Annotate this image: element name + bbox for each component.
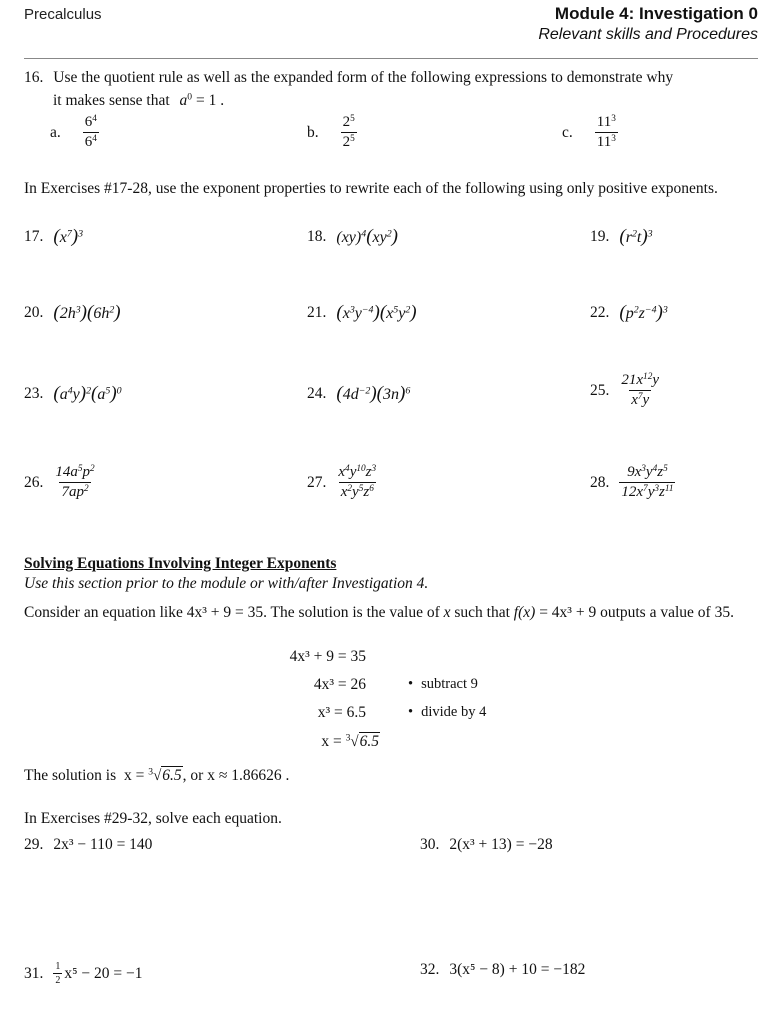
consider-part1: Consider an equation like 4x³ + 9 = 35. The solution is the value of bbox=[24, 604, 440, 621]
course-name: Precalculus bbox=[24, 6, 102, 23]
exercise-30 bbox=[420, 836, 553, 854]
ex31-fraction: $\frac{1}{2}$ bbox=[55, 961, 61, 986]
ex26-label: 26. bbox=[24, 473, 44, 491]
exercises-17-28-intro: In Exercises #17-28, use the exponent properties to rewrite each of the following using only positive exponents. bbox=[24, 180, 718, 197]
ex30-label: 30. bbox=[420, 836, 440, 853]
ex21-expr: $(x^3y^{-4})(x^5y^2)$ bbox=[336, 302, 417, 323]
ex32-expr: 3(x⁵ − 8) + 10 = −182 bbox=[449, 961, 586, 978]
consider-x: x bbox=[443, 604, 451, 621]
exercise-28 bbox=[590, 464, 675, 501]
ex23-expr: $(a^4y)^2(a^5)^0$ bbox=[53, 383, 122, 404]
part-a-label: a. bbox=[50, 123, 61, 141]
ex24-label: 24. bbox=[307, 385, 327, 402]
solution-line bbox=[24, 765, 289, 787]
solution-radical-icon: √ bbox=[153, 768, 162, 784]
fraction-a: $\frac{6^4}{6^4}$ bbox=[84, 113, 97, 150]
ex18-expr: $(xy)^4(xy^2)$ bbox=[336, 226, 398, 247]
exercise-32 bbox=[420, 961, 585, 979]
exercise-21 bbox=[307, 302, 417, 324]
module-subtitle: Relevant skills and Procedures bbox=[538, 26, 758, 43]
radical-icon: √ bbox=[350, 734, 359, 750]
q16-formula-rest: = 1 . bbox=[192, 92, 225, 109]
ex25-fraction: $\frac{21x^{12}y}{x^7y}$ bbox=[621, 371, 660, 408]
ex29-label: 29. bbox=[24, 836, 44, 853]
step-2-eq: 4x³ = 26 bbox=[313, 676, 366, 693]
solution-part2: , or bbox=[182, 767, 204, 784]
ex30-expr: 2(x³ + 13) = −28 bbox=[449, 836, 553, 853]
exercise-26 bbox=[24, 464, 97, 501]
q16-formula-exp: 0 bbox=[187, 91, 193, 103]
ex20-label: 20. bbox=[24, 304, 44, 321]
section-title: Solving Equations Involving Integer Exponents bbox=[24, 555, 337, 572]
exercise-25 bbox=[590, 372, 661, 409]
module-title: Module 4: Investigation 0 bbox=[554, 4, 758, 23]
step-4-root-index: 3 bbox=[345, 732, 351, 744]
solution-part1: The solution is bbox=[24, 767, 117, 784]
exercise-19 bbox=[590, 226, 653, 248]
step-1-eq: 4x³ + 9 = 35 bbox=[289, 648, 366, 665]
step-4-root bbox=[180, 731, 380, 753]
exercise-17 bbox=[24, 226, 83, 248]
q16-text-line2: it makes sense that bbox=[53, 92, 170, 109]
q16-part-a bbox=[50, 114, 99, 151]
exercise-18 bbox=[307, 226, 398, 248]
exercise-20 bbox=[24, 302, 121, 324]
q16-number: 16. bbox=[24, 69, 44, 86]
ex29-expr: 2x³ − 110 = 140 bbox=[53, 836, 153, 853]
ex26-fraction: $\frac{14a^5p^2}{7ap^2}$ bbox=[55, 463, 95, 500]
exercise-23 bbox=[24, 383, 122, 405]
exercise-24 bbox=[307, 383, 410, 405]
ex17-expr: $(x^7)^3$ bbox=[53, 226, 84, 247]
ex21-label: 21. bbox=[307, 304, 327, 321]
ex27-label: 27. bbox=[307, 473, 327, 491]
step-3-eq: x³ = 6.5 bbox=[317, 704, 366, 721]
step-3-note: • divide by 4 bbox=[408, 702, 486, 723]
q16-part-b bbox=[307, 114, 357, 151]
solution-root-index: 3 bbox=[148, 766, 154, 778]
q16-line2 bbox=[53, 90, 224, 111]
step-2-note: • subtract 9 bbox=[408, 674, 478, 695]
ex23-label: 23. bbox=[24, 385, 44, 402]
exercise-31 bbox=[24, 961, 143, 986]
ex32-label: 32. bbox=[420, 961, 440, 978]
exercise-27 bbox=[307, 464, 378, 501]
fraction-c: $\frac{11^3}{11^3}$ bbox=[596, 113, 616, 150]
consider-f: f(x) bbox=[513, 604, 536, 621]
ex18-label: 18. bbox=[307, 228, 327, 245]
fraction-b: $\frac{2^5}{2^5}$ bbox=[342, 113, 355, 150]
ex31-expr: x⁵ − 20 = −1 bbox=[64, 964, 143, 982]
solution-radicand: 6.5 bbox=[162, 767, 182, 784]
exercise-29 bbox=[24, 836, 152, 854]
ex31-label: 31. bbox=[24, 964, 44, 982]
ex19-expr: $(r^2t)^3$ bbox=[619, 226, 653, 247]
solution-lhs: x = bbox=[124, 767, 149, 784]
q16-formula-base: a bbox=[179, 92, 188, 109]
ex24-expr: $(4d^{-2})(3n)^6$ bbox=[336, 383, 411, 404]
q16-part-c bbox=[562, 114, 618, 151]
exercise-22 bbox=[590, 302, 668, 324]
part-c-label: c. bbox=[562, 123, 573, 141]
ex20-expr: $(2h^3)(6h^2)$ bbox=[53, 302, 121, 323]
step-4-lhs: x = bbox=[321, 733, 346, 750]
ex22-expr: $(p^2z^{-4})^3$ bbox=[619, 302, 668, 323]
ex25-label: 25. bbox=[590, 381, 610, 399]
consider-paragraph bbox=[24, 602, 744, 623]
question-16 bbox=[24, 67, 764, 88]
ex19-label: 19. bbox=[590, 228, 610, 245]
solution-approx: x ≈ 1.86626 . bbox=[207, 767, 290, 784]
step-4-radicand: 6.5 bbox=[359, 733, 379, 750]
header-divider bbox=[24, 58, 758, 59]
ex17-label: 17. bbox=[24, 228, 44, 245]
ex28-fraction: $\frac{9x^3y^4z^5}{12x^7y^3z^{11}}$ bbox=[621, 463, 674, 500]
section-subtitle: Use this section prior to the module or with/after Investigation 4. bbox=[24, 575, 429, 592]
consider-part2: such that bbox=[454, 604, 510, 621]
ex22-label: 22. bbox=[590, 304, 610, 321]
exercises-29-32-intro: In Exercises #29-32, solve each equation. bbox=[24, 810, 282, 827]
part-b-label: b. bbox=[307, 123, 319, 141]
q16-text-line1: Use the quotient rule as well as the expanded form of the following expressions to demonstrate why bbox=[53, 69, 674, 86]
ex27-fraction: $\frac{x^4y^{10}z^3}{x^2y^5z^6}$ bbox=[338, 463, 377, 500]
ex28-label: 28. bbox=[590, 473, 610, 491]
consider-part3: = 4x³ + 9 outputs a value of 35. bbox=[539, 604, 734, 621]
